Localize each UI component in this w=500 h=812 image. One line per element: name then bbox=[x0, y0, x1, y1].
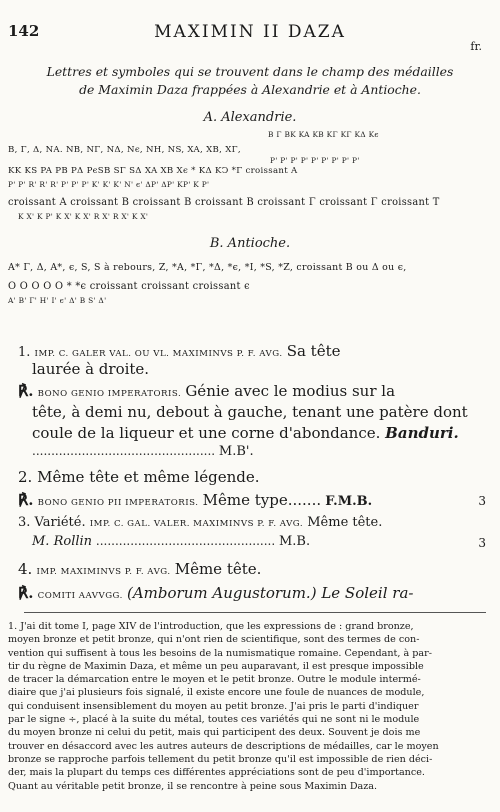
entry-2-value: 3 bbox=[478, 494, 486, 508]
page-number: 142 bbox=[8, 22, 40, 40]
obverse-legend: IMP. MAXIMINVS P. F. AVG. bbox=[36, 567, 171, 577]
rarity: M.B'. bbox=[218, 444, 254, 459]
reverse-description: (Amborum Augustorum.) Le Soleil ra- bbox=[127, 584, 414, 602]
section-a-row3: croissant A croissant B croissant B croissant B croissant Γ croissant Γ croissant T bbox=[8, 197, 440, 208]
obverse-legend: IMP. C. GAL. VALER. MAXIMINVS P. F. AVG. bbox=[89, 519, 304, 529]
section-a-row2: KK KS PA PB PΔ PϵSB SΓ SΔ XA XB Xϵ * KΔ KϽ *Γ croissant A bbox=[8, 166, 298, 176]
entry-1-rarity-line bbox=[32, 444, 254, 459]
source-reference: Banduri. bbox=[385, 424, 459, 442]
section-b-row1: A* Γ, Δ, A*, ϵ, S, S à rebours, Z, *A, *Γ, *Δ, *ϵ, *I, *S, *Z, croissant B ou Δ ou ϵ, bbox=[8, 262, 407, 273]
reverse-legend: BONO GENIO IMPERATORIS. bbox=[37, 389, 182, 399]
section-a-row3-subscripts: K X' K P' K X' K X' R X' R X' K X' bbox=[18, 212, 149, 221]
entry-1-reverse bbox=[18, 382, 395, 400]
reverse-description-end: coule de la liqueur et une corne d'abondance. bbox=[32, 424, 381, 442]
footnote-line: Quant au véritable petit bronze, il se rencontre à peine sous Maximin Daza. bbox=[8, 780, 378, 792]
footnote-line: du moyen bronze ni celui du petit, mais qui participent des deux. Souvent je dois me bbox=[8, 727, 421, 739]
reverse-mark: ℟. bbox=[18, 491, 34, 509]
reverse-legend: COMITI AAVVGG. bbox=[37, 591, 123, 601]
rarity: M.B. bbox=[278, 534, 311, 549]
entry-3-value: 3 bbox=[478, 536, 486, 550]
reverse-description: Même type....... bbox=[202, 491, 322, 509]
section-a-row1-superscripts: B Γ BK KA KB KΓ KΓ KΔ Kϵ bbox=[268, 130, 379, 139]
entry-2 bbox=[18, 468, 259, 486]
section-a-heading: A. Alexandrie. bbox=[203, 110, 297, 125]
footnote bbox=[8, 620, 494, 793]
entry-number: 4. bbox=[18, 560, 33, 578]
section-b-heading: B. Antioche. bbox=[209, 236, 291, 251]
obverse-description: Même tête. bbox=[307, 515, 383, 530]
section-a-row2-subscripts: P' P' R' R' R' P' P' P' K' K' K' N' ϵ' ΔP' ΔP' KP' K P' bbox=[8, 180, 210, 189]
rarity: F.M.B. bbox=[325, 494, 373, 509]
entry-number: 2. bbox=[18, 468, 33, 486]
variety-label: Variété. bbox=[34, 515, 86, 530]
corner-mark: fr. bbox=[470, 40, 482, 53]
entry-2-reverse bbox=[18, 491, 372, 509]
entry-3-source-line bbox=[32, 534, 310, 549]
source-reference: M. Rollin bbox=[32, 534, 93, 549]
section-b-row2-subscripts: A' B' Γ' H' I' ϵ' Δ' B S' Δ' bbox=[8, 296, 107, 305]
obverse-description: Même tête et même légende. bbox=[37, 468, 260, 486]
entry-1-line-2: laurée à droite. bbox=[32, 360, 150, 378]
intro-line-1: Lettres et symboles qui se trouvent dans le champ des médailles bbox=[46, 64, 454, 79]
page-title: MAXIMIN II DAZA bbox=[154, 22, 346, 42]
footnote-line: moyen bronze et petit bronze, qui n'ont rien de scientifique, sont des termes de con- bbox=[8, 634, 420, 646]
entry-1-reverse-line-3 bbox=[32, 424, 459, 442]
footnote-line: trouver en désaccord avec les autres auteurs de descriptions de médailles, car le moyen bbox=[8, 740, 439, 752]
footnote-line: bronze se rapproche parfois tellement du petit bronze qu'il est impossible de rien déci- bbox=[8, 753, 433, 765]
entry-number: 3. bbox=[18, 515, 31, 530]
footnote-line: qui conduisent insensiblement du moyen au petit bronze. J'ai pris le parti d'indiquer bbox=[8, 700, 419, 712]
entry-1-reverse-line-2: tête, à demi nu, debout à gauche, tenant une patère dont bbox=[32, 403, 468, 421]
entry-number: 1. bbox=[18, 345, 31, 360]
footnote-line: tir du règne de Maximin Daza, et même un peu auparavant, il est presque impossible bbox=[8, 660, 424, 672]
footnote-line: diaire que j'ai plusieurs fois signalé, il existe encore une foule de nuances de module, bbox=[8, 687, 425, 699]
entry-4 bbox=[18, 560, 261, 578]
obverse-description: Sa tête bbox=[286, 342, 341, 360]
entry-4-reverse bbox=[18, 584, 413, 602]
obverse-legend: IMP. C. GALER VAL. OU VL. MAXIMINVS P. F. AVG. bbox=[34, 349, 283, 359]
footnote-line: de tracer la démarcation entre le moyen et le petit bronze. Outre le module intermé- bbox=[8, 674, 421, 686]
reverse-mark: ℟. bbox=[18, 382, 34, 400]
section-a-row1: B, Γ, Δ, NA. NB, NΓ, NΔ, Nϵ, NH, NS, XA, XB, XΓ, bbox=[8, 145, 241, 155]
intro-line-2: de Maximin Daza frappées à Alexandrie et à Antioche. bbox=[79, 82, 421, 97]
footnote-line: 1. J'ai dit tome I, page XIV de l'introduction, que les expressions de : grand bronze, bbox=[8, 621, 414, 632]
leader-dots: ............................................... bbox=[95, 534, 276, 548]
footnote-line: vention qui suffisent à tous les besoins de la numismatique romaine. Cependant, à par- bbox=[8, 647, 432, 659]
entry-3 bbox=[18, 515, 382, 530]
footnote-line: der, mais la plupart du temps ces différentes appréciations sont de peu d'importance. bbox=[8, 767, 425, 779]
reverse-description: Génie avec le modius sur la bbox=[185, 382, 396, 400]
obverse-description: Même tête. bbox=[174, 560, 262, 578]
entry-1-line-1 bbox=[18, 342, 340, 360]
section-a-row1-subscripts: P' P' P' P' P' P' P' P' P' bbox=[270, 156, 360, 165]
leader-dots: ................................................ bbox=[32, 444, 216, 458]
section-b-row2: O O O O O * *ϵ croissant croissant croissant ϵ bbox=[8, 281, 250, 292]
reverse-mark: ℟. bbox=[18, 584, 34, 602]
footnote-line: par le signe ÷, placé à la suite du métal, toutes ces variétés qui ne sont ni le module bbox=[8, 714, 420, 726]
reverse-legend: BONO GENIO PII IMPERATORIS. bbox=[37, 498, 199, 508]
footnote-divider bbox=[24, 612, 486, 613]
